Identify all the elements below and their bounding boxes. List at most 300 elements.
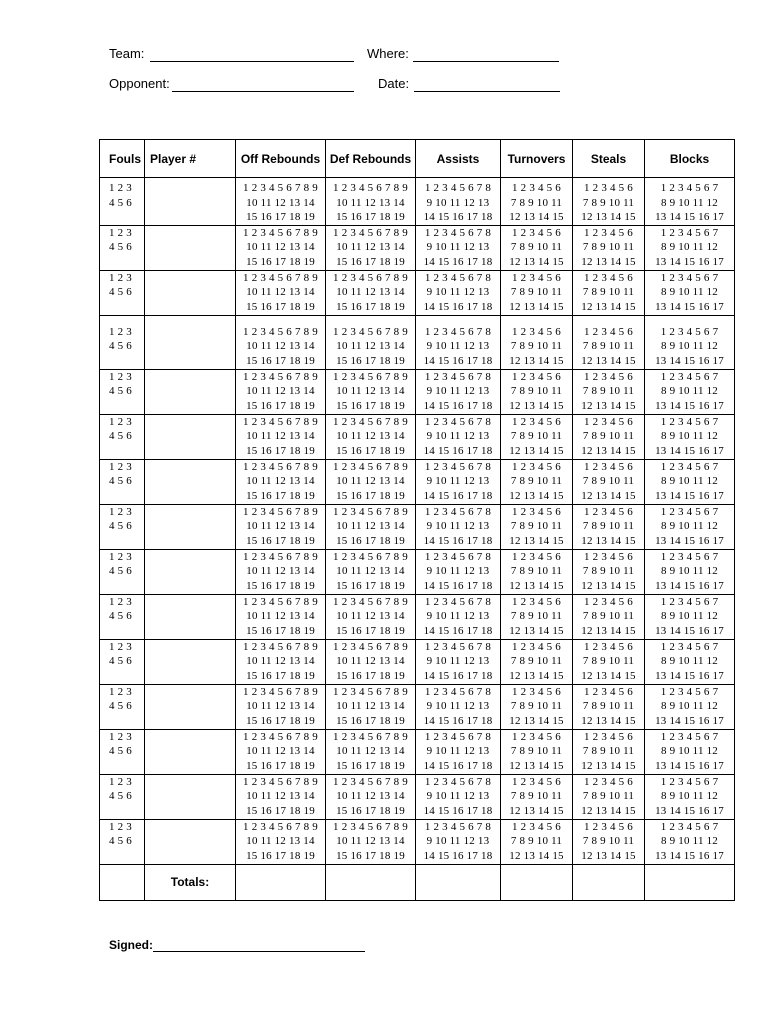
assists-line: 9 10 11 12 13: [426, 835, 490, 847]
fouls-line: 4 5 6: [109, 196, 132, 209]
blocks-cell[interactable]: [645, 178, 735, 226]
def-rebounds-cell[interactable]: [326, 315, 416, 369]
header-row: [100, 140, 735, 178]
fouls-line: 4 5 6: [109, 700, 132, 712]
off-rebounds-cell[interactable]: [236, 369, 326, 414]
turnovers-cell[interactable]: [501, 774, 573, 819]
fouls-line: 4 5 6: [109, 565, 132, 577]
assists-line: 1 2 3 4 5 6 7 8: [424, 685, 492, 698]
assists-line: 9 10 11 12 13: [426, 340, 490, 352]
assists-line: 1 2 3 4 5 6 7 8: [424, 640, 492, 653]
player-row: [100, 684, 735, 729]
player-number-cell[interactable]: [145, 549, 236, 594]
turnovers-cell[interactable]: [501, 549, 573, 594]
turnovers-line: 7 8 9 10 11: [510, 475, 563, 487]
assists-line: 1 2 3 4 5 6 7 8: [424, 595, 492, 608]
def-rebounds-cell[interactable]: [326, 819, 416, 864]
off-rebounds-cell[interactable]: [236, 459, 326, 504]
blocks-line: 8 9 10 11 12: [661, 340, 718, 352]
blocks-line: 1 2 3 4 5 6 7: [660, 505, 719, 518]
steals-cell[interactable]: [573, 504, 645, 549]
steals-line: 12 13 14 15: [581, 804, 636, 817]
def-rebounds-line: 15 16 17 18 19: [336, 804, 405, 817]
player-number-cell[interactable]: [145, 594, 236, 639]
assists-line: 1 2 3 4 5 6 7 8: [424, 415, 492, 428]
steals-line: 12 13 14 15: [581, 624, 636, 637]
def-rebounds-cell[interactable]: [326, 369, 416, 414]
turnovers-line: 1 2 3 4 5 6: [512, 271, 561, 284]
totals-fouls-cell[interactable]: [100, 864, 145, 900]
blocks-line: 1 2 3 4 5 6 7: [660, 226, 719, 239]
def-rebounds-line: 15 16 17 18 19: [336, 759, 405, 772]
steals-line: 1 2 3 4 5 6: [584, 820, 633, 833]
blocks-line: 8 9 10 11 12: [661, 655, 718, 667]
off-rebounds-cell[interactable]: [236, 639, 326, 684]
fouls-cell[interactable]: [100, 369, 145, 414]
def-rebounds-cell[interactable]: [326, 684, 416, 729]
steals-cell[interactable]: [573, 639, 645, 684]
def-rebounds-cell[interactable]: [326, 178, 416, 226]
turnovers-line: 12 13 14 15: [509, 300, 564, 313]
fouls-cell[interactable]: [100, 684, 145, 729]
off-rebounds-line: 10 11 12 13 14: [246, 475, 315, 487]
fouls-line: 1 2 3: [109, 550, 132, 563]
steals-cell[interactable]: [573, 549, 645, 594]
turnovers-cell[interactable]: [501, 270, 573, 315]
def-rebounds-cell[interactable]: [326, 594, 416, 639]
totals-label: Totals:: [170, 874, 210, 889]
fouls-cell[interactable]: [100, 225, 145, 270]
assists-cell[interactable]: [416, 414, 501, 459]
def-rebounds-cell[interactable]: [326, 549, 416, 594]
assists-line: 1 2 3 4 5 6 7 8: [424, 271, 492, 284]
blocks-line: 8 9 10 11 12: [661, 790, 718, 802]
steals-line: 7 8 9 10 11: [582, 835, 635, 847]
off-rebounds-cell[interactable]: [236, 594, 326, 639]
col-player-header: Player #: [145, 140, 236, 178]
def-rebounds-cell[interactable]: [326, 774, 416, 819]
steals-line: 1 2 3 4 5 6: [584, 505, 633, 518]
steals-line: 7 8 9 10 11: [582, 430, 635, 442]
blocks-line: 8 9 10 11 12: [661, 385, 718, 397]
blocks-line: 13 14 15 16 17: [655, 255, 724, 268]
assists-line: 1 2 3 4 5 6 7 8: [424, 325, 492, 338]
fouls-cell[interactable]: [100, 178, 145, 226]
def-rebounds-line: 10 11 12 13 14: [336, 286, 405, 298]
blocks-cell[interactable]: [645, 459, 735, 504]
off-rebounds-line: 10 11 12 13 14: [246, 241, 315, 253]
off-rebounds-line: 10 11 12 13 14: [246, 430, 315, 442]
turnovers-cell[interactable]: [501, 504, 573, 549]
turnovers-cell[interactable]: [501, 178, 573, 226]
off-rebounds-line: 15 16 17 18 19: [246, 399, 315, 412]
turnovers-cell[interactable]: [501, 639, 573, 684]
turnovers-line: 12 13 14 15: [509, 849, 564, 862]
off-rebounds-cell[interactable]: [236, 270, 326, 315]
turnovers-line: 7 8 9 10 11: [510, 385, 563, 397]
turnovers-line: 7 8 9 10 11: [510, 430, 563, 442]
steals-cell[interactable]: [573, 594, 645, 639]
fouls-line: 1 2 3: [109, 640, 132, 653]
assists-line: 1 2 3 4 5 6 7 8: [424, 550, 492, 563]
steals-cell[interactable]: [573, 178, 645, 226]
blocks-line: 13 14 15 16 17: [655, 534, 724, 547]
assists-line: 9 10 11 12 13: [426, 745, 490, 757]
off-rebounds-line: 10 11 12 13 14: [246, 196, 315, 209]
def-rebounds-cell[interactable]: [326, 270, 416, 315]
steals-line: 1 2 3 4 5 6: [584, 182, 633, 194]
steals-line: 7 8 9 10 11: [582, 745, 635, 757]
assists-cell[interactable]: [416, 270, 501, 315]
steals-line: 7 8 9 10 11: [582, 790, 635, 802]
blocks-line: 13 14 15 16 17: [655, 669, 724, 682]
player-number-cell[interactable]: [145, 729, 236, 774]
def-rebounds-line: 1 2 3 4 5 6 7 8 9: [333, 640, 408, 653]
blocks-cell[interactable]: [645, 369, 735, 414]
blocks-cell[interactable]: [645, 774, 735, 819]
col-steals-header: Steals: [573, 140, 645, 178]
def-rebounds-line: 15 16 17 18 19: [336, 399, 405, 412]
def-rebounds-line: 1 2 3 4 5 6 7 8 9: [333, 730, 408, 743]
blocks-line: 1 2 3 4 5 6 7: [660, 775, 719, 788]
assists-cell[interactable]: [416, 315, 501, 369]
assists-line: 1 2 3 4 5 6 7 8: [424, 370, 492, 383]
def-rebounds-line: 15 16 17 18 19: [336, 849, 405, 862]
def-rebounds-cell[interactable]: [326, 729, 416, 774]
blocks-line: 8 9 10 11 12: [661, 196, 718, 209]
steals-cell[interactable]: [573, 774, 645, 819]
player-number-cell[interactable]: [145, 270, 236, 315]
def-rebounds-line: 1 2 3 4 5 6 7 8 9: [333, 685, 408, 698]
assists-line: 9 10 11 12 13: [426, 520, 490, 532]
off-rebounds-line: 15 16 17 18 19: [246, 489, 315, 502]
blocks-line: 1 2 3 4 5 6 7: [660, 550, 719, 563]
assists-line: 1 2 3 4 5 6 7 8: [424, 182, 492, 194]
blocks-line: 1 2 3 4 5 6 7: [660, 271, 719, 284]
blocks-line: 13 14 15 16 17: [655, 300, 724, 313]
signature-field[interactable]: [153, 951, 365, 952]
off-rebounds-cell[interactable]: [236, 774, 326, 819]
assists-cell[interactable]: [416, 729, 501, 774]
turnovers-cell[interactable]: [501, 684, 573, 729]
off-rebounds-line: 15 16 17 18 19: [246, 669, 315, 682]
fouls-line: 4 5 6: [109, 520, 132, 532]
where-field[interactable]: [413, 61, 559, 62]
blocks-cell[interactable]: [645, 729, 735, 774]
col-def-rebounds-header: Def Rebounds: [326, 140, 416, 178]
fouls-cell[interactable]: [100, 774, 145, 819]
turnovers-line: 1 2 3 4 5 6: [512, 460, 561, 473]
fouls-cell[interactable]: [100, 819, 145, 864]
fouls-cell[interactable]: [100, 729, 145, 774]
blocks-line: 13 14 15 16 17: [655, 714, 724, 727]
blocks-line: 1 2 3 4 5 6 7: [660, 820, 719, 833]
turnovers-cell[interactable]: [501, 729, 573, 774]
assists-cell[interactable]: [416, 504, 501, 549]
stats-table: [99, 139, 735, 901]
steals-line: 12 13 14 15: [581, 669, 636, 682]
blocks-cell[interactable]: [645, 315, 735, 369]
steals-cell[interactable]: [573, 369, 645, 414]
off-rebounds-line: 15 16 17 18 19: [246, 579, 315, 592]
def-rebounds-line: 10 11 12 13 14: [336, 385, 405, 397]
off-rebounds-line: 1 2 3 4 5 6 7 8 9: [243, 730, 318, 743]
turnovers-cell[interactable]: [501, 225, 573, 270]
turnovers-cell[interactable]: [501, 819, 573, 864]
turnovers-line: 12 13 14 15: [509, 354, 564, 367]
off-rebounds-cell[interactable]: [236, 178, 326, 226]
assists-line: 1 2 3 4 5 6 7 8: [424, 226, 492, 239]
fouls-cell[interactable]: [100, 549, 145, 594]
off-rebounds-line: 1 2 3 4 5 6 7 8 9: [243, 271, 318, 284]
player-number-cell[interactable]: [145, 639, 236, 684]
off-rebounds-line: 1 2 3 4 5 6 7 8 9: [243, 226, 318, 239]
fouls-cell[interactable]: [100, 414, 145, 459]
signed-label: Signed:: [109, 938, 153, 952]
off-rebounds-line: 15 16 17 18 19: [246, 444, 315, 457]
player-row: [100, 270, 735, 315]
steals-cell[interactable]: [573, 819, 645, 864]
fouls-line: 4 5 6: [109, 790, 132, 802]
turnovers-line: 1 2 3 4 5 6: [512, 550, 561, 563]
def-rebounds-line: 15 16 17 18 19: [336, 489, 405, 502]
off-rebounds-line: 10 11 12 13 14: [246, 790, 315, 802]
off-rebounds-line: 15 16 17 18 19: [246, 624, 315, 637]
totals-label-cell: [145, 864, 236, 900]
totals-steals-cell[interactable]: [573, 864, 645, 900]
off-rebounds-line: 1 2 3 4 5 6 7 8 9: [243, 460, 318, 473]
fouls-line: 4 5 6: [109, 610, 132, 622]
fouls-line: 4 5 6: [109, 286, 132, 298]
blocks-cell[interactable]: [645, 549, 735, 594]
player-number-cell[interactable]: [145, 414, 236, 459]
def-rebounds-cell[interactable]: [326, 225, 416, 270]
player-number-cell[interactable]: [145, 504, 236, 549]
player-number-cell[interactable]: [145, 315, 236, 369]
def-rebounds-cell[interactable]: [326, 639, 416, 684]
blocks-cell[interactable]: [645, 504, 735, 549]
assists-cell[interactable]: [416, 369, 501, 414]
turnovers-line: 12 13 14 15: [509, 759, 564, 772]
fouls-line: 1 2 3: [109, 685, 132, 698]
assists-cell[interactable]: [416, 819, 501, 864]
player-number-cell[interactable]: [145, 369, 236, 414]
assists-cell[interactable]: [416, 774, 501, 819]
blocks-cell[interactable]: [645, 684, 735, 729]
opponent-field[interactable]: [172, 91, 354, 92]
assists-line: 9 10 11 12 13: [426, 385, 490, 397]
turnovers-cell[interactable]: [501, 459, 573, 504]
off-rebounds-cell[interactable]: [236, 549, 326, 594]
team-field[interactable]: [150, 61, 354, 62]
steals-cell[interactable]: [573, 459, 645, 504]
off-rebounds-line: 10 11 12 13 14: [246, 745, 315, 757]
turnovers-line: 1 2 3 4 5 6: [512, 325, 561, 338]
fouls-line: 1 2 3: [109, 271, 132, 284]
steals-line: 7 8 9 10 11: [582, 700, 635, 712]
off-rebounds-cell[interactable]: [236, 684, 326, 729]
steals-line: 1 2 3 4 5 6: [584, 685, 633, 698]
steals-cell[interactable]: [573, 414, 645, 459]
turnovers-line: 7 8 9 10 11: [510, 610, 563, 622]
steals-cell[interactable]: [573, 315, 645, 369]
player-row: [100, 315, 735, 369]
turnovers-cell[interactable]: [501, 369, 573, 414]
assists-line: 9 10 11 12 13: [426, 196, 490, 209]
fouls-line: 1 2 3: [109, 505, 132, 518]
blocks-line: 1 2 3 4 5 6 7: [660, 730, 719, 743]
player-row: [100, 369, 735, 414]
fouls-cell[interactable]: [100, 459, 145, 504]
totals-assists-cell[interactable]: [416, 864, 501, 900]
off-rebounds-line: 10 11 12 13 14: [246, 340, 315, 352]
off-rebounds-line: 10 11 12 13 14: [246, 610, 315, 622]
blocks-line: 8 9 10 11 12: [661, 286, 718, 298]
date-field[interactable]: [414, 91, 560, 92]
steals-line: 1 2 3 4 5 6: [584, 226, 633, 239]
steals-line: 12 13 14 15: [581, 489, 636, 502]
assists-line: 14 15 16 17 18: [423, 489, 493, 502]
blocks-cell[interactable]: [645, 639, 735, 684]
steals-cell[interactable]: [573, 225, 645, 270]
def-rebounds-line: 15 16 17 18 19: [336, 211, 405, 223]
assists-cell[interactable]: [416, 684, 501, 729]
turnovers-line: 7 8 9 10 11: [510, 700, 563, 712]
fouls-cell[interactable]: [100, 504, 145, 549]
blocks-line: 1 2 3 4 5 6 7: [660, 370, 719, 383]
steals-line: 12 13 14 15: [581, 579, 636, 592]
assists-line: 1 2 3 4 5 6 7 8: [424, 460, 492, 473]
turnovers-line: 12 13 14 15: [509, 255, 564, 268]
fouls-line: 4 5 6: [109, 655, 132, 667]
fouls-cell[interactable]: [100, 594, 145, 639]
def-rebounds-cell[interactable]: [326, 414, 416, 459]
assists-line: 14 15 16 17 18: [423, 354, 493, 367]
def-rebounds-line: 15 16 17 18 19: [336, 354, 405, 367]
date-label: Date:: [378, 76, 410, 91]
off-rebounds-line: 1 2 3 4 5 6 7 8 9: [243, 325, 318, 338]
fouls-line: 4 5 6: [109, 385, 132, 397]
col-off-rebounds-header: Off Rebounds: [236, 140, 326, 178]
turnovers-line: 1 2 3 4 5 6: [512, 775, 561, 788]
totals-def-rebounds-cell[interactable]: [326, 864, 416, 900]
def-rebounds-line: 1 2 3 4 5 6 7 8 9: [333, 415, 408, 428]
assists-line: 9 10 11 12 13: [426, 565, 490, 577]
turnovers-cell[interactable]: [501, 414, 573, 459]
def-rebounds-cell[interactable]: [326, 504, 416, 549]
def-rebounds-line: 10 11 12 13 14: [336, 655, 405, 667]
totals-turnovers-cell[interactable]: [501, 864, 573, 900]
blocks-cell[interactable]: [645, 819, 735, 864]
steals-line: 12 13 14 15: [581, 354, 636, 367]
def-rebounds-line: 15 16 17 18 19: [336, 714, 405, 727]
assists-cell[interactable]: [416, 639, 501, 684]
off-rebounds-cell[interactable]: [236, 504, 326, 549]
blocks-line: 8 9 10 11 12: [661, 430, 718, 442]
blocks-cell[interactable]: [645, 594, 735, 639]
assists-cell[interactable]: [416, 178, 501, 226]
off-rebounds-line: 1 2 3 4 5 6 7 8 9: [243, 775, 318, 788]
turnovers-cell[interactable]: [501, 315, 573, 369]
off-rebounds-line: 15 16 17 18 19: [246, 759, 315, 772]
assists-cell[interactable]: [416, 225, 501, 270]
steals-cell[interactable]: [573, 270, 645, 315]
def-rebounds-line: 1 2 3 4 5 6 7 8 9: [333, 550, 408, 563]
blocks-cell[interactable]: [645, 270, 735, 315]
def-rebounds-line: 15 16 17 18 19: [336, 624, 405, 637]
steals-line: 12 13 14 15: [581, 444, 636, 457]
assists-cell[interactable]: [416, 549, 501, 594]
def-rebounds-line: 1 2 3 4 5 6 7 8 9: [333, 820, 408, 833]
steals-line: 7 8 9 10 11: [582, 520, 635, 532]
def-rebounds-line: 1 2 3 4 5 6 7 8 9: [333, 271, 408, 284]
steals-cell[interactable]: [573, 684, 645, 729]
player-number-cell[interactable]: [145, 459, 236, 504]
turnovers-line: 7 8 9 10 11: [510, 745, 563, 757]
col-blocks-header: Blocks: [645, 140, 735, 178]
blocks-cell[interactable]: [645, 225, 735, 270]
blocks-cell[interactable]: [645, 414, 735, 459]
player-number-cell[interactable]: [145, 684, 236, 729]
steals-cell[interactable]: [573, 729, 645, 774]
blocks-line: 13 14 15 16 17: [655, 444, 724, 457]
turnovers-line: 1 2 3 4 5 6: [512, 730, 561, 743]
steals-line: 12 13 14 15: [581, 300, 636, 313]
fouls-cell[interactable]: [100, 270, 145, 315]
off-rebounds-cell[interactable]: [236, 729, 326, 774]
steals-line: 1 2 3 4 5 6: [584, 550, 633, 563]
assists-cell[interactable]: [416, 594, 501, 639]
assists-line: 1 2 3 4 5 6 7 8: [424, 820, 492, 833]
off-rebounds-cell[interactable]: [236, 225, 326, 270]
turnovers-line: 7 8 9 10 11: [510, 520, 563, 532]
off-rebounds-line: 10 11 12 13 14: [246, 286, 315, 298]
player-row: [100, 729, 735, 774]
turnovers-line: 1 2 3 4 5 6: [512, 640, 561, 653]
steals-line: 12 13 14 15: [581, 534, 636, 547]
steals-line: 7 8 9 10 11: [582, 241, 635, 253]
fouls-line: 1 2 3: [109, 182, 132, 194]
fouls-cell[interactable]: [100, 315, 145, 369]
off-rebounds-line: 1 2 3 4 5 6 7 8 9: [243, 550, 318, 563]
off-rebounds-cell[interactable]: [236, 315, 326, 369]
fouls-line: 1 2 3: [109, 325, 132, 338]
player-number-cell[interactable]: [145, 774, 236, 819]
player-number-cell[interactable]: [145, 178, 236, 226]
blocks-line: 13 14 15 16 17: [655, 849, 724, 862]
turnovers-cell[interactable]: [501, 594, 573, 639]
player-number-cell[interactable]: [145, 225, 236, 270]
steals-line: 7 8 9 10 11: [582, 340, 635, 352]
def-rebounds-line: 1 2 3 4 5 6 7 8 9: [333, 460, 408, 473]
def-rebounds-cell[interactable]: [326, 459, 416, 504]
player-row: [100, 774, 735, 819]
totals-off-rebounds-cell[interactable]: [236, 864, 326, 900]
totals-blocks-cell[interactable]: [645, 864, 735, 900]
player-number-cell[interactable]: [145, 819, 236, 864]
player-row: [100, 504, 735, 549]
blocks-line: 13 14 15 16 17: [655, 399, 724, 412]
turnovers-line: 12 13 14 15: [509, 211, 564, 223]
off-rebounds-cell[interactable]: [236, 414, 326, 459]
off-rebounds-line: 10 11 12 13 14: [246, 385, 315, 397]
off-rebounds-cell[interactable]: [236, 819, 326, 864]
turnovers-line: 7 8 9 10 11: [510, 286, 563, 298]
fouls-cell[interactable]: [100, 639, 145, 684]
turnovers-line: 12 13 14 15: [509, 669, 564, 682]
assists-cell[interactable]: [416, 459, 501, 504]
def-rebounds-line: 1 2 3 4 5 6 7 8 9: [333, 226, 408, 239]
